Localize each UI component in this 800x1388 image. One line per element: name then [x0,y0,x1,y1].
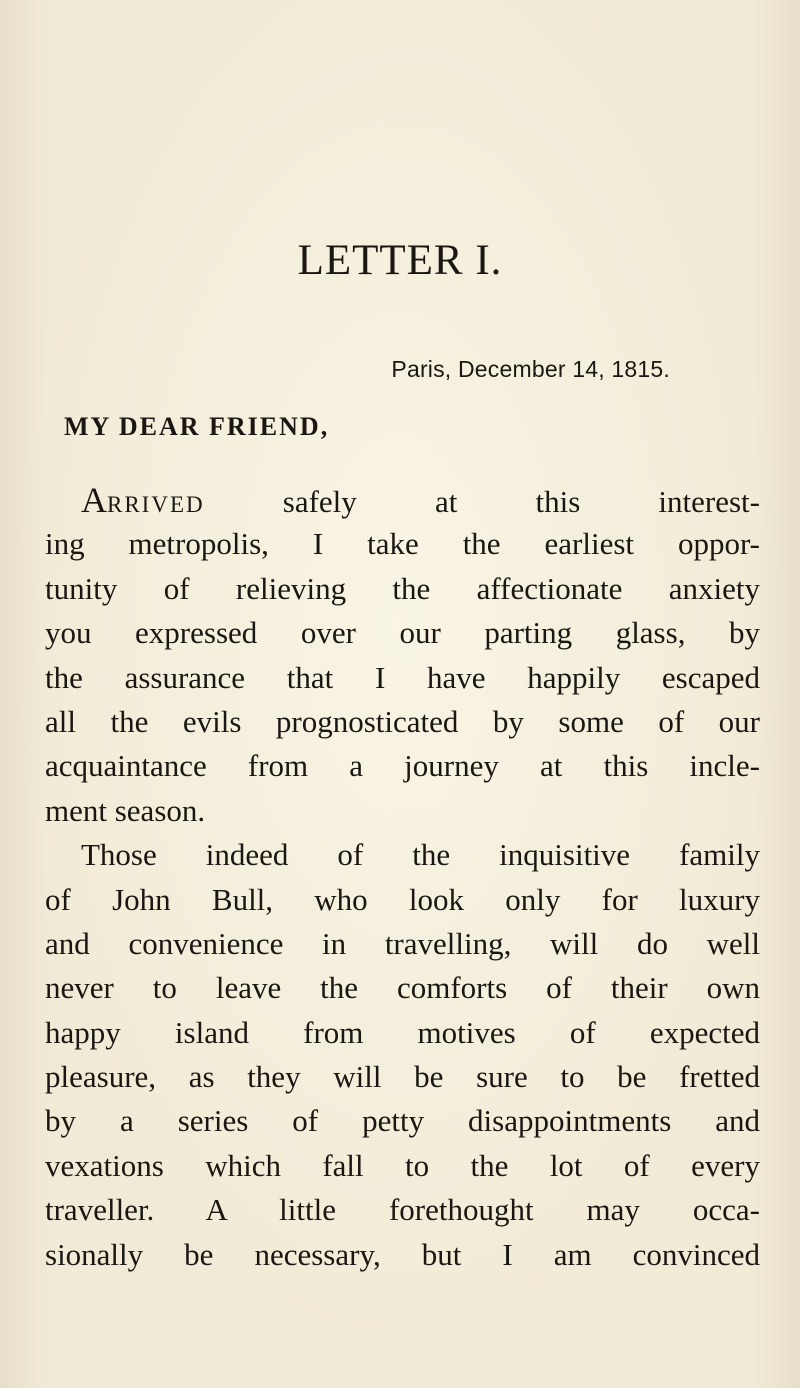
letter-heading: LETTER I. [297,237,503,284]
text-line: all the evils prognosticated by some of our [45,703,760,739]
letter-body [45,478,760,1277]
text-line: of John Bull, who look only for luxury [45,881,760,917]
text-line: you expressed over our parting glass, by [45,615,760,651]
text-line: and convenience in travelling, will do well [45,925,760,961]
text-line: by a series of petty disappointments and [45,1103,760,1139]
opening-rest: safely at this interest- [204,484,760,519]
text-line: pleasure, as they will be sure to be fretted [45,1059,760,1095]
small-caps-word: RRIVED [107,492,205,517]
text-line: happy island from motives of expected [45,1014,760,1050]
text-line: traveller. A little forethought may occa- [45,1192,760,1228]
text-line: never to leave the comforts of their own [45,970,760,1006]
text-line: Those indeed of the inquisitive family [81,837,760,873]
text-line: tunity of relieving the affectionate anxiety [45,570,760,606]
salutation: MY DEAR FRIEND, [64,412,330,441]
drop-cap: A [81,480,107,520]
text-line: ment season. [45,792,206,828]
text-line: the assurance that I have happily escaped [45,659,760,695]
dateline: Paris, December 14, 1815. [391,356,670,382]
text-line: ing metropolis, I take the earliest oppor- [45,526,760,562]
text-line: acquaintance from a journey at this incle- [45,748,760,784]
text-line-opening [45,478,760,522]
text-line: vexations which fall to the lot of every [45,1147,760,1183]
text-line: sionally be necessary, but I am convinced [45,1236,760,1272]
